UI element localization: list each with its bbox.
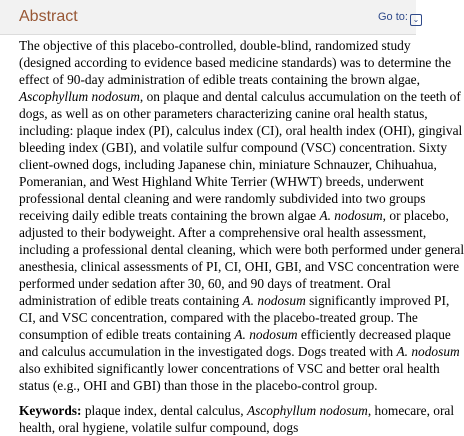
keywords-label: Keywords: xyxy=(19,403,82,418)
text-segment: anesthesia, clinical assessments of PI, CI, OHI, GBI, and VSC concentration were xyxy=(19,259,460,274)
abstract-line xyxy=(19,105,428,122)
abstract-line xyxy=(19,122,463,139)
abstract-line xyxy=(19,275,419,292)
abstract-header xyxy=(0,0,420,35)
text-segment: client-owned dogs, including Japanese chin, miniature Schnauzer, Chihuahua, xyxy=(19,157,437,172)
text-segment: consumption of edible treats containing xyxy=(19,327,235,342)
text-segment: , or placebo, xyxy=(382,208,449,223)
text-segment: administration of edible treats containing xyxy=(19,293,243,308)
abstract-line xyxy=(19,71,419,88)
text-segment: and calculus accumulation in the investigated dogs. Dogs treated with xyxy=(19,344,397,359)
text-segment: , homecare, oral xyxy=(367,403,455,418)
italic-species-name: Ascophyllum nodosum xyxy=(19,89,140,104)
text-segment: , on plaque and dental calculus accumulation on the teeth of xyxy=(139,89,461,104)
keywords-paragraph xyxy=(19,402,455,436)
text-segment: efficiently decreased plaque xyxy=(297,327,451,342)
abstract-line xyxy=(19,258,460,275)
abstract-line xyxy=(19,190,426,207)
abstract-line xyxy=(19,156,437,173)
abstract-line xyxy=(19,241,464,258)
chevron-down-icon[interactable]: ⌄ xyxy=(410,14,422,26)
abstract-line xyxy=(19,207,449,224)
abstract-line xyxy=(19,139,448,156)
text-segment: adjusted to their bodyweight. After a comprehensive oral health assessment, xyxy=(19,225,427,240)
text-segment: including a professional dental cleaning, which were both performed under general xyxy=(19,242,464,257)
abstract-line xyxy=(19,343,460,360)
section-title: Abstract xyxy=(19,8,78,25)
text-segment: CI, and VSC concentration, compared with the placebo-treated group. The xyxy=(19,310,418,325)
keywords-line xyxy=(19,419,419,436)
abstract-line xyxy=(19,54,452,71)
text-segment: The objective of this placebo-controlled, double-blind, randomized study xyxy=(19,38,411,53)
goto-label: Go to: xyxy=(378,11,408,23)
abstract-line xyxy=(19,292,450,309)
abstract-line xyxy=(19,37,419,54)
italic-species-name: A. nodosum xyxy=(242,293,306,308)
text-segment: (designed according to evidence based medicine standards) was to determine the xyxy=(19,55,452,70)
abstract-line xyxy=(19,224,427,241)
italic-species-name: A. nodosum xyxy=(234,327,298,342)
text-segment: Pomeranian, and West Highland White Terrier (WHWT) breeds, underwent xyxy=(19,174,424,189)
abstract-line xyxy=(19,326,451,343)
text-segment: health, oral hygiene, volatile sulfur compound, dogs xyxy=(19,420,299,435)
text-segment: including: plaque index (PI), calculus index (CI), oral health index (OHI), gingival xyxy=(19,123,463,138)
abstract-line xyxy=(19,377,419,394)
italic-species-name: Ascophyllum nodosum xyxy=(246,403,368,418)
text-segment: bleeding index (GBI), and volatile sulfur compound (VSC) concentration. Sixty xyxy=(19,140,448,155)
text-segment: professional dental cleaning and were randomly subdivided into two groups xyxy=(19,191,426,206)
keywords-line xyxy=(19,402,455,419)
abstract-line xyxy=(19,173,424,190)
text-segment: performed under sedation after 30, 60, and 90 days of treatment. Oral xyxy=(19,276,391,291)
italic-species-name: A. nodosum xyxy=(319,208,383,223)
abstract-body xyxy=(19,37,464,436)
text-segment: effect of 90-day administration of edible treats containing the brown algae, xyxy=(19,72,420,87)
goto-link[interactable] xyxy=(378,11,422,26)
text-segment: plaque index, dental calculus, xyxy=(81,403,247,418)
abstract-paragraph xyxy=(19,37,464,394)
abstract-line xyxy=(19,88,461,105)
text-segment: also exhibited significantly lower concentrations of VSC and better oral health xyxy=(19,361,440,376)
text-segment: dogs, as well as on other parameters characterizing canine oral health status, xyxy=(19,106,428,121)
abstract-line xyxy=(19,360,440,377)
text-segment: status (e.g., OHI and GBI) than those in the placebo-control group. xyxy=(19,378,378,393)
abstract-line xyxy=(19,309,419,326)
text-segment: receiving daily edible treats containing the brown algae xyxy=(19,208,320,223)
italic-species-name: A. nodosum xyxy=(396,344,460,359)
text-segment: significantly improved PI, xyxy=(305,293,450,308)
